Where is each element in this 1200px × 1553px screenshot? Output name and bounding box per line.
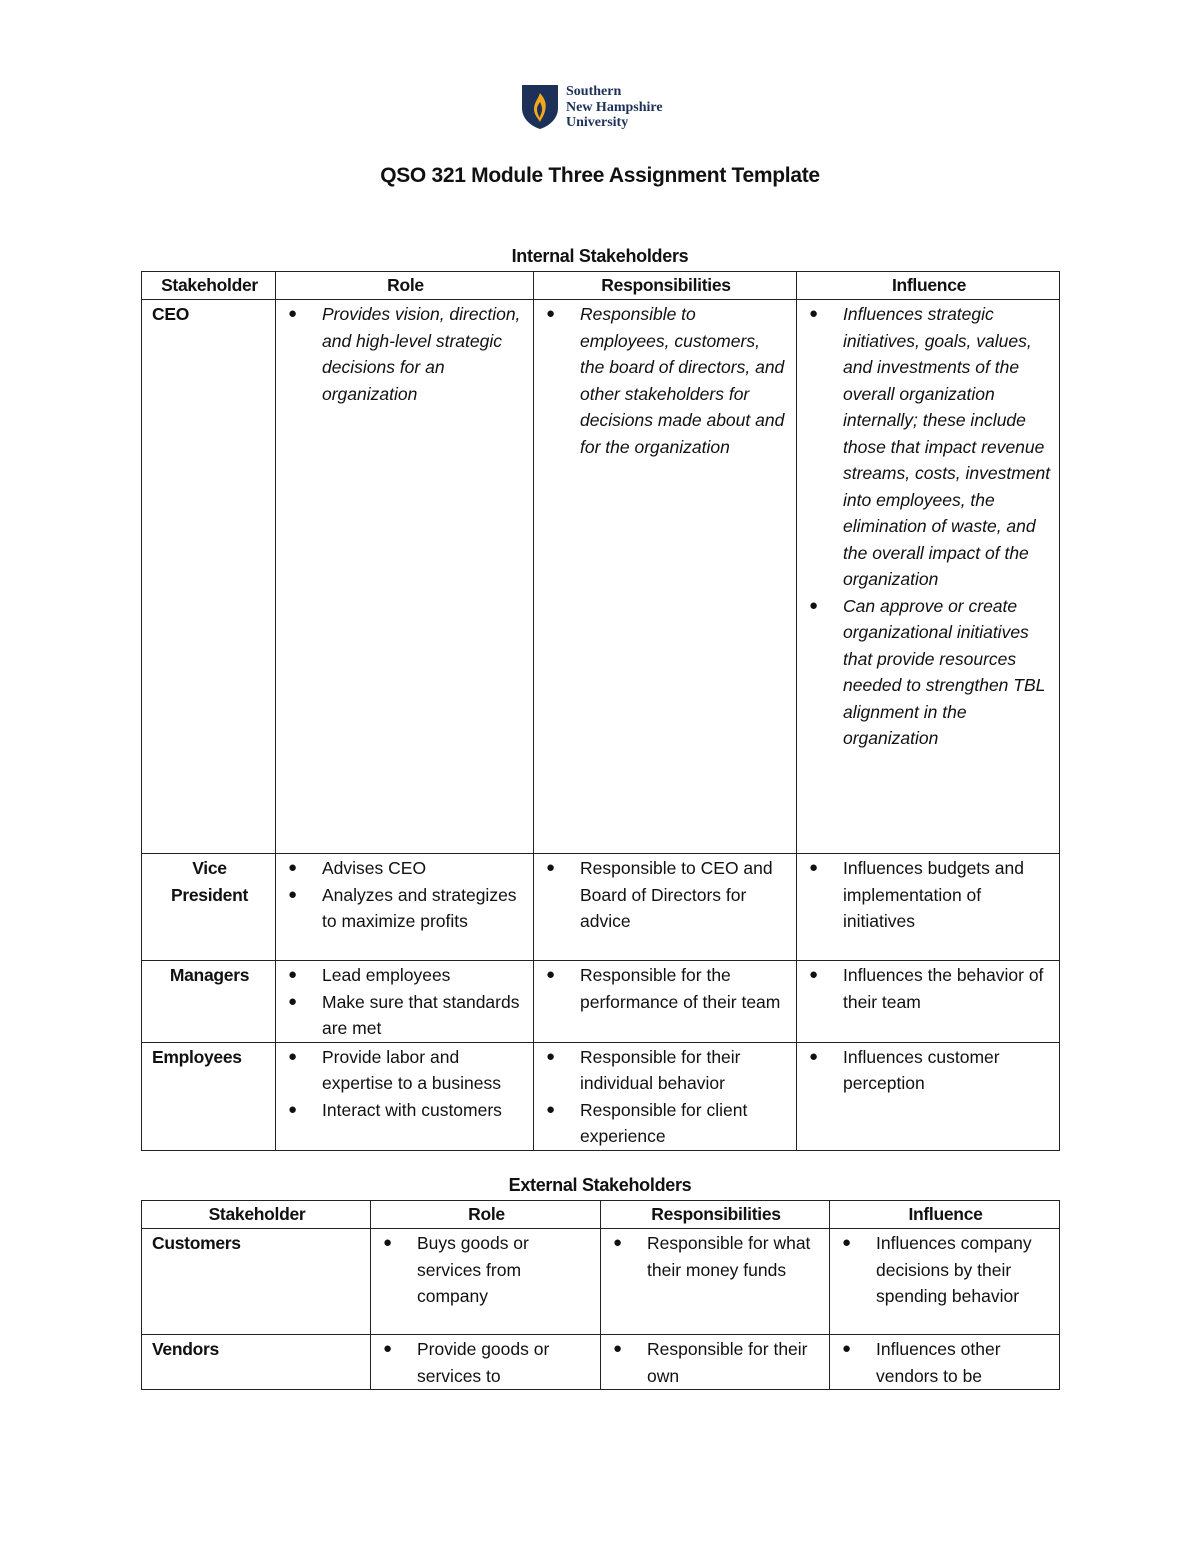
list-item: ● Buys goods or services from company (381, 1230, 592, 1310)
bullet-icon: ● (546, 859, 556, 876)
stakeholder-cell: Vice President (142, 854, 276, 961)
bullet-icon: ● (288, 885, 298, 903)
internal-stakeholders-caption: Internal Stakeholders (511, 246, 689, 266)
responsibilities-cell (601, 1229, 830, 1335)
bullet-icon: ● (842, 1340, 852, 1357)
influence-cell (797, 300, 1060, 854)
table-header-row (142, 272, 1060, 300)
influence-cell (797, 854, 1060, 961)
list-item: ● Interact with customers (286, 1097, 525, 1124)
document-title: QSO 321 Module Three Assignment Template (380, 164, 820, 187)
role-cell (371, 1229, 601, 1335)
list-item: ● Make sure that standards are met (286, 989, 525, 1042)
table-row (142, 1229, 1060, 1335)
bullet-icon: ● (842, 1234, 852, 1251)
table-row (142, 854, 1060, 961)
role-cell (276, 300, 534, 854)
header-stakeholder: Stakeholder (142, 1201, 371, 1229)
header-stakeholder: Stakeholder (142, 272, 276, 300)
bullet-icon: ● (546, 1047, 556, 1065)
header-role: Role (371, 1201, 601, 1229)
bullet-icon: ● (613, 1234, 623, 1251)
bullet-icon: ● (546, 1100, 556, 1118)
list-item: ● Influences the behavior of their team (807, 962, 1051, 1015)
responsibilities-cell (534, 1042, 797, 1150)
bullet-icon: ● (288, 992, 298, 1010)
table-row (142, 300, 1060, 854)
role-cell (276, 1042, 534, 1150)
header-responsibilities: Responsibilities (601, 1201, 830, 1229)
stakeholder-cell: Employees (142, 1042, 276, 1150)
header-influence: Influence (797, 272, 1060, 300)
list-item: ● Lead employees (286, 962, 525, 989)
table-row (142, 1042, 1060, 1150)
external-stakeholders-table (141, 1200, 1060, 1390)
stakeholder-cell: Vendors (142, 1335, 371, 1390)
stakeholder-cell: CEO (142, 300, 276, 854)
table-header-row (142, 1201, 1060, 1229)
list-item: ● Influences strategic initiatives, goals, values, and investments of the overall organization internally; these include those that impact revenue streams, costs, investment into employees, the elimination of waste, and the overall impact of the organization (807, 301, 1051, 593)
list-item: ● Responsible for their individual behavior (544, 1044, 788, 1097)
header-role: Role (276, 272, 534, 300)
bullet-icon: ● (546, 966, 556, 983)
responsibilities-cell (534, 300, 797, 854)
list-item: ● Provide goods or services to (381, 1336, 592, 1389)
table-row (142, 1335, 1060, 1390)
internal-stakeholders-table (141, 271, 1060, 1151)
bullet-icon: ● (613, 1340, 623, 1357)
logo-wordmark (566, 84, 663, 131)
list-item: ● Advises CEO (286, 855, 525, 882)
list-item: ● Influences customer perception (807, 1044, 1051, 1097)
responsibilities-cell (601, 1335, 830, 1390)
bullet-icon: ● (809, 1047, 819, 1065)
responsibilities-cell (534, 854, 797, 961)
list-item: ● Responsible to employees, customers, the board of directors, and other stakeholders for decisions made about and for the organization (544, 301, 788, 460)
list-item: ● Provides vision, direction, and high-level strategic decisions for an organization (286, 301, 525, 407)
bullet-icon: ● (809, 305, 819, 322)
list-item: ● Influences company decisions by their spending behavior (840, 1230, 1051, 1310)
bullet-icon: ● (546, 305, 556, 322)
bullet-icon: ● (809, 966, 819, 983)
bullet-icon: ● (288, 305, 298, 322)
logo-line-3: University (566, 115, 629, 130)
stakeholder-cell: Managers (142, 961, 276, 1043)
list-item: ● Provide labor and expertise to a business (286, 1044, 525, 1097)
bullet-icon: ● (383, 1340, 393, 1357)
header-responsibilities: Responsibilities (534, 272, 797, 300)
list-item: ● Influences other vendors to be (840, 1336, 1051, 1389)
influence-cell (797, 1042, 1060, 1150)
responsibilities-cell (534, 961, 797, 1043)
influence-cell (830, 1335, 1060, 1390)
list-item: ● Responsible for the performance of their team (544, 962, 788, 1015)
list-item: ● Responsible for what their money funds (611, 1230, 821, 1283)
bullet-icon: ● (288, 1100, 298, 1118)
list-item: ● Responsible for client experience (544, 1097, 788, 1150)
influence-cell (797, 961, 1060, 1043)
bullet-icon: ● (809, 596, 819, 614)
influence-cell (830, 1229, 1060, 1335)
bullet-icon: ● (809, 859, 819, 876)
bullet-icon: ● (383, 1234, 393, 1251)
logo-line-1: Southern (566, 84, 622, 99)
list-item: ● Responsible to CEO and Board of Directors for advice (544, 855, 788, 935)
stakeholder-cell: Customers (142, 1229, 371, 1335)
shield-flame-icon (521, 84, 559, 130)
role-cell (276, 854, 534, 961)
header-influence: Influence (830, 1201, 1060, 1229)
table-row (142, 961, 1060, 1043)
role-cell (371, 1335, 601, 1390)
list-item: ● Can approve or create organizational initiatives that provide resources needed to strengthen TBL alignment in the organization (807, 593, 1051, 752)
logo-line-2: New Hampshire (566, 99, 663, 115)
bullet-icon: ● (288, 1047, 298, 1065)
list-item: ● Influences budgets and implementation of initiatives (807, 855, 1051, 935)
list-item: ● Responsible for their own (611, 1336, 821, 1389)
bullet-icon: ● (288, 966, 298, 983)
role-cell (276, 961, 534, 1043)
bullet-icon: ● (288, 859, 298, 876)
external-stakeholders-caption: External Stakeholders (508, 1175, 692, 1195)
university-logo (521, 84, 663, 131)
list-item: ● Analyzes and strategizes to maximize profits (286, 882, 525, 935)
